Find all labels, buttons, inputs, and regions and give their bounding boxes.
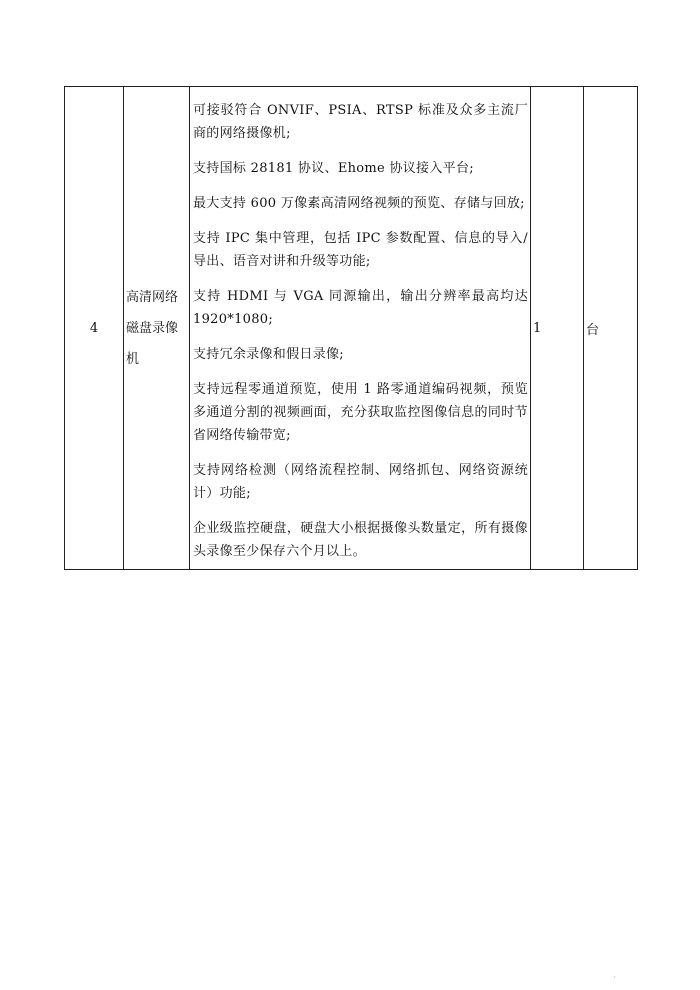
spec-line: 支持网络检测（网络流程控制、网络抓包、网络资源统计）功能; — [193, 463, 528, 501]
spec-line: 企业级监控硬盘，硬盘大小根据摄像头数量定，所有摄像头录像至少保存六个月以上。 — [193, 521, 528, 559]
table-row — [65, 87, 638, 570]
spec-line: 支持 IPC 集中管理，包括 IPC 参数配置、信息的导入/导出、语音对讲和升级等功能; — [193, 231, 528, 269]
spec-line: 支持远程零通道预览，使用 1 路零通道编码视频，预览多通道分割的视频画面，充分获取监控图像信息的同时节省网络传输带宽; — [193, 382, 528, 443]
specification-table — [64, 86, 638, 570]
spec-line: 支持 HDMI 与 VGA 同源输出，输出分辨率最高均达 1920*1080; — [193, 289, 528, 327]
item-unit-cell: 台 — [584, 87, 638, 570]
spec-line: 支持冗余录像和假日录像; — [193, 347, 344, 362]
spec-line: 最大支持 600 万像素高清网络视频的预览、存储与回放; — [193, 196, 525, 211]
item-spec-cell — [190, 87, 531, 570]
item-name-cell — [124, 87, 190, 570]
spec-line: 支持国标 28181 协议、Ehome 协议接入平台; — [193, 161, 474, 176]
page-footer-mark: · — [613, 973, 616, 982]
item-name: 高清网络磁盘录像机 — [126, 289, 179, 367]
item-number-cell: 4 — [65, 87, 124, 570]
item-quantity-cell: 1 — [531, 87, 584, 570]
spec-line: 可接驳符合 ONVIF、PSIA、RTSP 标准及众多主流厂商的网络摄像机; — [193, 103, 528, 141]
